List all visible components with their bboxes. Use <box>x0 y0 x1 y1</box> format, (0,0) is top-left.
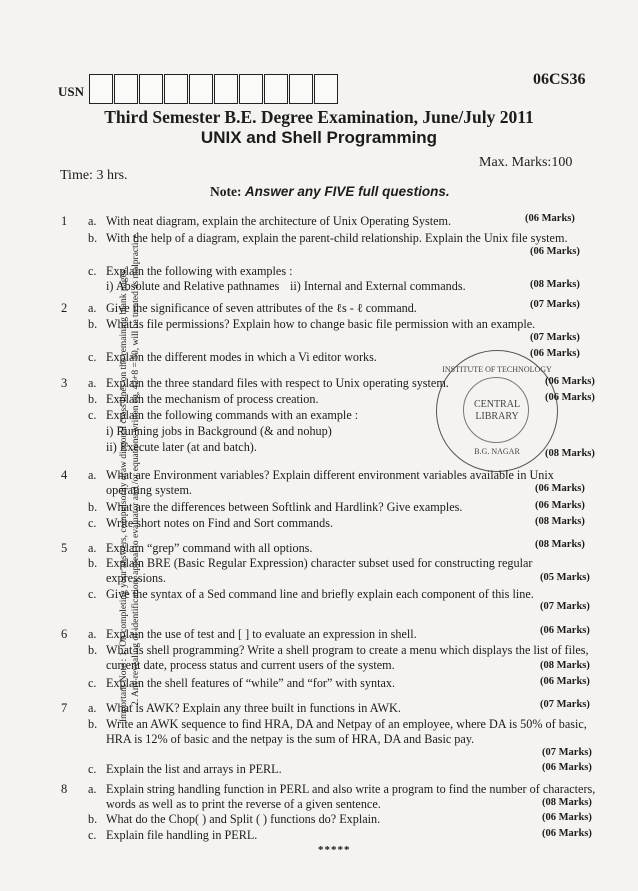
marks: (06 Marks) <box>525 213 575 224</box>
time-duration: Time: 3 hrs. <box>60 168 128 183</box>
part-label: a. <box>88 301 97 315</box>
question-number: 3 <box>61 376 68 390</box>
part-label: a. <box>88 627 97 641</box>
question-text: What are the differences between Softlink and Hardlink? Give examples. <box>106 500 463 514</box>
usn-box <box>89 74 113 104</box>
marks: (06 Marks) <box>530 246 580 257</box>
question-number: 5 <box>61 541 68 555</box>
marks: (07 Marks) <box>530 299 580 310</box>
marks: (06 Marks) <box>545 392 595 403</box>
question-text: Write short notes on Find and Sort commands. <box>106 516 333 530</box>
question-text: What is file permissions? Explain how to change basic file permission with an example. <box>106 317 536 331</box>
usn-box <box>314 74 338 104</box>
stamp-line2: LIBRARY <box>475 411 519 422</box>
library-stamp <box>436 350 558 472</box>
usn-box <box>189 74 213 104</box>
question-text: What are Environment variables? Explain different environment variables available in Unix operating system. <box>106 468 554 497</box>
part-label: c. <box>88 350 97 364</box>
question-text: Explain the following with examples : <box>106 264 293 278</box>
question-text: With neat diagram, explain the architecture of Unix Operating System. <box>106 214 452 228</box>
part-label: c. <box>88 587 97 601</box>
marks: (06 Marks) <box>530 348 580 359</box>
part-label: b. <box>88 231 98 245</box>
part-label: b. <box>88 717 98 731</box>
part-label: a. <box>88 214 97 228</box>
subject-title: UNIX and Shell Programming <box>200 128 438 147</box>
marks: (07 Marks) <box>542 747 592 758</box>
sub-item: i) Running jobs in Background (& and nohup) <box>106 424 332 438</box>
question-text: Explain “grep” command with all options. <box>106 541 313 555</box>
usn-box <box>114 74 138 104</box>
question-text: Explain the different modes in which a Vi editor works. <box>106 350 377 364</box>
question-number: 8 <box>61 782 68 796</box>
usn-box <box>239 74 263 104</box>
question-number: 7 <box>61 701 68 715</box>
question-number: 4 <box>61 468 68 482</box>
marks: (06 Marks) <box>542 762 592 773</box>
sub-item: i) Absolute and Relative pathnames <box>106 279 280 293</box>
marks: (06 Marks) <box>542 828 592 839</box>
question-number: 2 <box>61 301 68 315</box>
exam-title: Third Semester B.E. Degree Examination, June/July 2011 <box>104 107 534 127</box>
marks: (05 Marks) <box>540 572 590 583</box>
usn-box <box>139 74 163 104</box>
subject-code: 06CS36 <box>533 71 586 88</box>
marks: (08 Marks) <box>535 539 585 550</box>
margin-note-line2: 2. Any revealing of identification, appeal to evaluator and /or equations written eg, 42+8 = 50, will be treated as malpractice. <box>131 231 141 706</box>
marks: (08 Marks) <box>530 279 580 290</box>
part-label: a. <box>88 468 97 482</box>
usn-box <box>264 74 288 104</box>
marks: (08 Marks) <box>545 448 595 459</box>
question-number: 6 <box>61 627 68 641</box>
usn-box <box>289 74 313 104</box>
end-of-paper-mark: ***** <box>318 844 351 856</box>
marks: (07 Marks) <box>530 332 580 343</box>
question-text: Explain the mechanism of process creation. <box>106 392 319 406</box>
part-label: a. <box>88 782 97 796</box>
question-text: Explain string handling function in PERL and also write a program to find the number of characters, words as well as to print the reverse of a given sentence. <box>106 782 596 811</box>
question-text: Explain the three standard files with respect to Unix operating system. <box>106 376 449 390</box>
usn-label: USN <box>58 84 85 99</box>
marks: (08 Marks) <box>540 660 590 671</box>
marks: (08 Marks) <box>535 516 585 527</box>
part-label: b. <box>88 556 98 570</box>
part-label: c. <box>88 828 97 842</box>
stamp-bottom-text: B.G. NAGAR <box>474 447 520 456</box>
part-label: c. <box>88 762 97 776</box>
marks: (06 Marks) <box>540 676 590 687</box>
stamp-ring-text: INSTITUTE OF TECHNOLOGY <box>442 365 552 374</box>
question-text: Give the significance of seven attributes of the ℓs - ℓ command. <box>106 301 417 315</box>
sub-item: ii) Internal and External commands. <box>290 279 466 293</box>
note-label: Note: <box>210 184 242 199</box>
marks: (06 Marks) <box>545 376 595 387</box>
max-marks: Max. Marks:100 <box>479 155 573 170</box>
part-label: a. <box>88 376 97 390</box>
part-label: c. <box>88 264 97 278</box>
usn-box <box>164 74 188 104</box>
question-text: With the help of a diagram, explain the parent-child relationship. Explain the Unix file system. <box>106 231 568 245</box>
marks: (06 Marks) <box>542 812 592 823</box>
usn-boxes <box>89 74 339 104</box>
marks: (06 Marks) <box>535 500 585 511</box>
margin-note-line1: Important Note : 1. On completing your answers, compulsorily draw diagonal cross lines on the remaining blank pages. <box>119 267 129 722</box>
note-text: Answer any FIVE full questions. <box>244 184 450 199</box>
question-text: Explain file handling in PERL. <box>106 828 258 842</box>
question-text: What is shell programming? Write a shell program to create a menu which displays the list of files, current date, process status and current users of the system. <box>106 643 589 672</box>
part-label: b. <box>88 812 98 826</box>
question-text: Explain BRE (Basic Regular Expression) character subset used for constructing regular expressions. <box>106 556 533 585</box>
part-label: b. <box>88 643 98 657</box>
marks: (06 Marks) <box>535 483 585 494</box>
question-text: Explain the use of test and [ ] to evaluate an expression in shell. <box>106 627 417 641</box>
usn-box <box>214 74 238 104</box>
marks: (07 Marks) <box>540 601 590 612</box>
part-label: b. <box>88 500 98 514</box>
part-label: b. <box>88 392 98 406</box>
part-label: a. <box>88 701 97 715</box>
stamp-center-text <box>437 399 557 423</box>
marks: (08 Marks) <box>542 797 592 808</box>
stamp-line1: CENTRAL <box>473 399 521 410</box>
part-label: c. <box>88 516 97 530</box>
question-text: What do the Chop( ) and Split ( ) functions do? Explain. <box>106 812 381 826</box>
part-label: b. <box>88 317 98 331</box>
marks: (07 Marks) <box>540 699 590 710</box>
part-label: c. <box>88 408 97 422</box>
question-number: 1 <box>61 214 68 228</box>
part-label: a. <box>88 541 97 555</box>
marks: (06 Marks) <box>540 625 590 636</box>
question-text: What is AWK? Explain any three built in functions in AWK. <box>106 701 401 715</box>
sub-item: ii) Execute later (at and batch). <box>106 440 257 454</box>
question-text: Give the syntax of a Sed command line and briefly explain each component of this line. <box>106 587 534 601</box>
part-label: c. <box>88 676 97 690</box>
question-text: Explain the shell features of “while” and “for” with syntax. <box>106 676 396 690</box>
question-text: Write an AWK sequence to find HRA, DA and Netpay of an employee, where DA is 50% of basic, HRA is 12% of basic and the netpay is the sum of HRA, DA and Basic pay. <box>106 717 587 746</box>
instructions-note <box>210 184 450 200</box>
question-text: Explain the list and arrays in PERL. <box>106 762 282 776</box>
question-text: Explain the following commands with an example : <box>106 408 359 422</box>
